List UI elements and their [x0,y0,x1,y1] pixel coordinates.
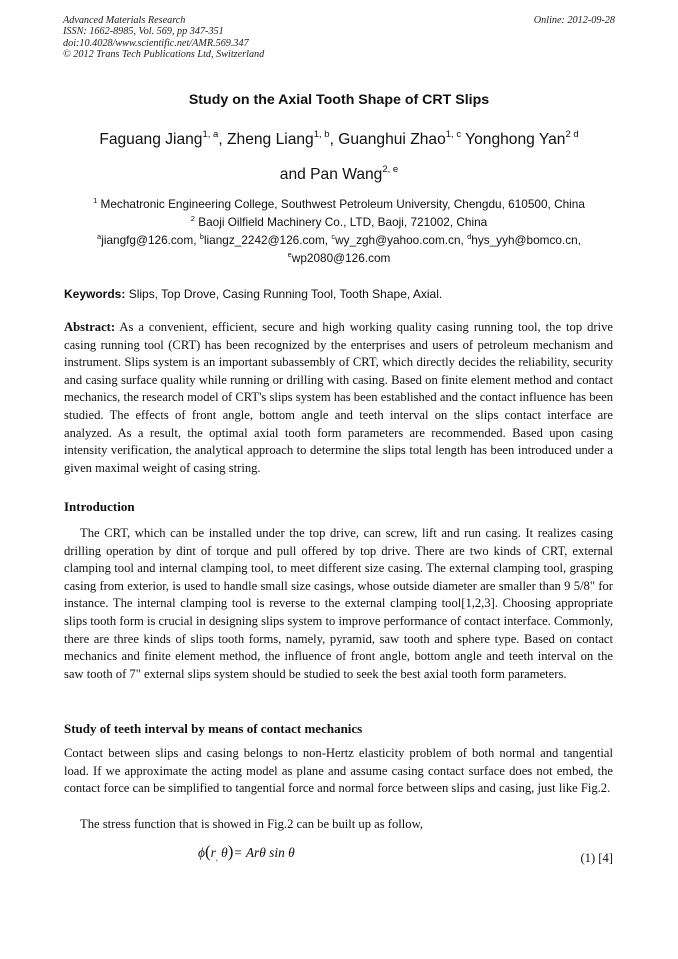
keywords [64,287,442,301]
author-name: Zheng Liang [227,131,314,148]
journal-issn: ISSN: 1662-8985, Vol. 569, pp 347-351 [63,26,224,38]
affiliation-1: $^1$ Mechatronic Engineering College, Southwest Petroleum University, Chengdu, 610500, China [93,196,585,211]
keywords-label: Keywords: [64,287,126,301]
journal-header [63,15,264,61]
author-list-line2 [0,166,678,184]
email-link[interactable]: wy_zgh@yahoo.com.cn [335,233,461,247]
keywords-text: Slips, Top Drove, Casing Running Tool, Tooth Shape, Axial. [125,287,443,301]
paper-title: Study on the Axial Tooth Shape of CRT Slips [188,92,490,108]
journal-copyright: © 2012 Trans Tech Publications Ltd, Switzerland [63,49,265,61]
email-list-line2: $^e$wp2080@126.com [287,250,391,265]
author-name: Faguang Jiang [99,131,203,148]
section-heading-study: Study of teeth interval by means of contact mechanics [64,721,363,736]
author-sup: 1, a [202,129,219,140]
author-list: Faguang Jiang$^{1, a}$, Zheng Liang$^{1, b}$, Guanghui Zhao$^{1, c}$ Yonghong Yan$^{2 d}$ [99,129,579,148]
author-name: Guanghui Zhao [338,131,446,148]
abstract-label: Abstract: [64,320,116,334]
email-link[interactable]: hys_yyh@bomco.cn [471,233,578,247]
author-name: Yonghong Yan [465,131,566,148]
email-link[interactable]: jiangfg@126.com [101,233,194,247]
email-link[interactable]: wp2080@126.com [291,251,391,265]
author-sup: 1, c [445,129,462,140]
author-name: and Pan Wang [279,166,383,183]
email-link[interactable]: liangz_2242@126.com [203,233,325,247]
author-sup: 2, e [382,164,399,175]
journal-name: Advanced Materials Research [63,15,186,26]
author-sup: 2 d [565,129,579,140]
email-list: $^a$jiangfg@126.com, $^b$liangz_2242@126.com, $^c$wy_zgh@yahoo.com.cn, $^d$hys_yyh@bomco.cn, [97,232,581,247]
equation-1: $\phi(r_,$ θ)= Arθ sin θ [198,842,295,863]
stress-function-line: The stress function that is showed in Fig.2 can be built up as follow, [80,817,424,831]
journal-doi: doi:10.4028/www.scientific.net/AMR.569.347 [63,37,249,49]
online-date: Online: 2012-09-28 [533,15,615,26]
abstract [64,319,613,477]
equation-number: (1) [4] [580,851,613,865]
introduction-paragraph: The CRT, which can be installed under the top drive, can screw, lift and run casing. It realizes casing drilling operation by dint of torque and pull offered by top drive. There are two kinds of CRT, external clamping tool and internal clamping tool, to meet different size casing. The external clamping tool, grasping casing from exterior, is used to handle small size casings, whose outside diameter are smaller than 9 5/8" for instance. The internal clamping tool is reverse to the external clamping tool[1,2,3]. Choosing appropriate slips tooth form is crucial in designing slips system to improve performance of contact interface. Commonly, there are three kinds of slips tooth forms, namely, pyramid, saw tooth and sphere type. Based on contact mechanics and finite element method, the influence of front angle, bottom angle and teeth interval on the saw tooth of 7" external slips system should be studied to seek the best axial tooth form parameters. [64,526,613,681]
author-sup: 1, b [313,129,330,140]
affiliations [0,195,678,267]
section-heading-introduction: Introduction [64,499,135,514]
study-paragraph: Contact between slips and casing belongs to non-Hertz elasticity problem of both normal and tangential load. If we approximate the acting model as plane and assume casing contact surface does not embed, the contact force can be simplified to tangential force and normal force between slips and casing, just like Fig.2. [64,746,613,796]
abstract-text: As a convenient, efficient, secure and high working quality casing running tool, the top drive casing running tool (CRT) has been recognized by the enterprises and users of petroleum mechanism and instrument. Slips system is an important subassembly of CRT, which directly decides the reliability, security and casing surface quality while running or drilling with casing. Based on finite element method and contact mechanics, the research model of CRT's slips system has been established and the contact influence has been studied. The effects of front angle, bottom angle and teeth interval on the slips contact interface are analyzed. As a result, the optimal axial tooth form parameters are recommended. Based upon casing intensity verification, the analytical approach to determine the slips total length has been introduced under a given maximal weight of casing string. [64,320,613,475]
affiliation-2: $^2$ Baoji Oilfield Machinery Co., LTD, Baoji, 721002, China [190,214,488,229]
